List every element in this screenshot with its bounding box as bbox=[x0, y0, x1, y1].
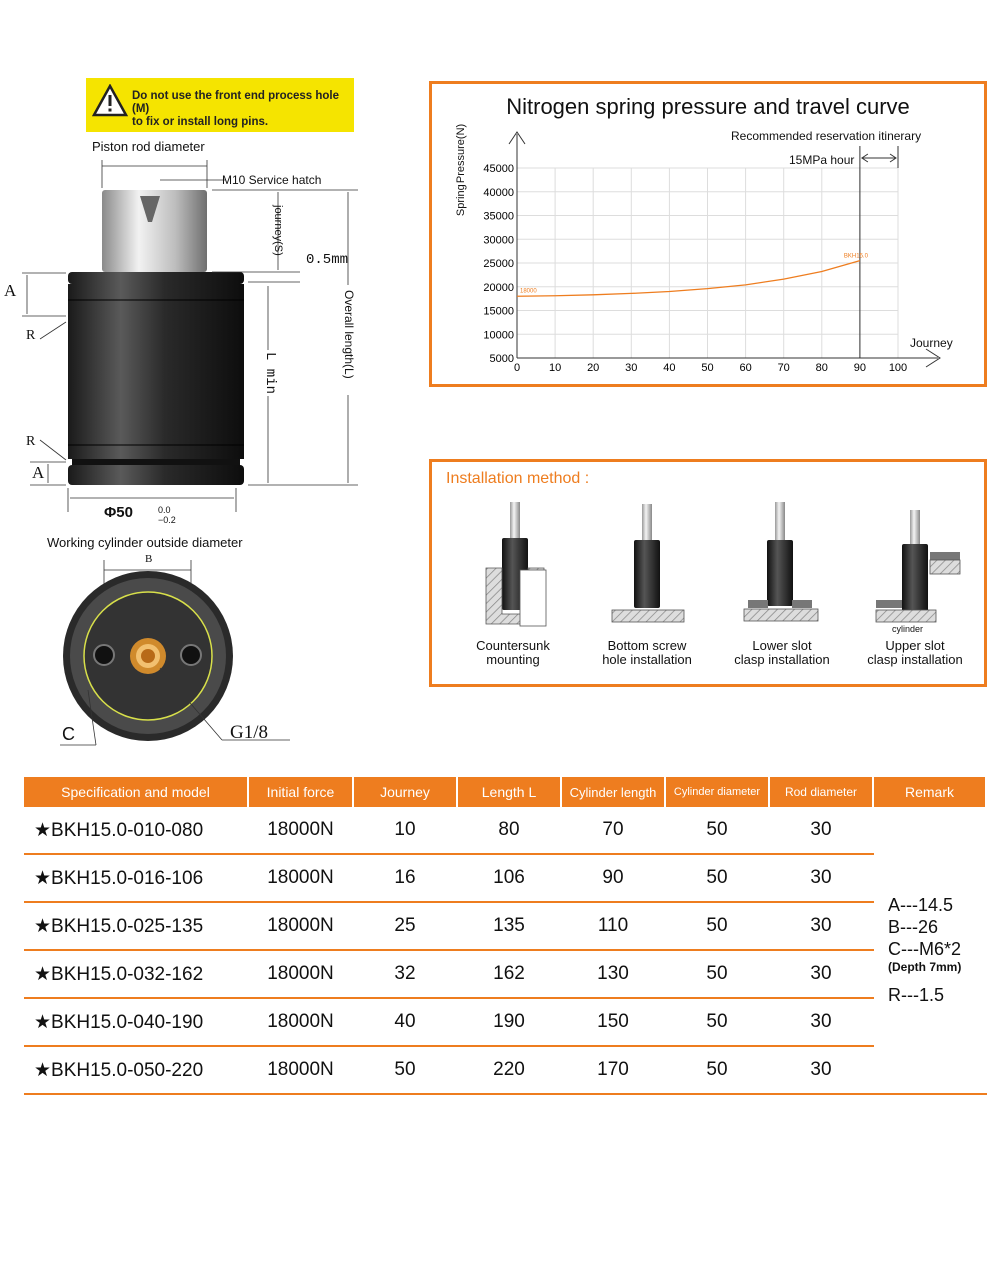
cell-journey: 40 bbox=[353, 998, 457, 1046]
bottom-screw-illustration bbox=[612, 504, 684, 622]
cell-cylinder-length: 110 bbox=[561, 902, 665, 950]
header-initial-force: Initial force bbox=[248, 777, 353, 807]
cell-journey: 50 bbox=[353, 1046, 457, 1094]
cell-model: ★BKH15.0-032-162 bbox=[24, 950, 248, 998]
y-tick-label: 25000 bbox=[483, 258, 514, 270]
chart-ylabel-line1: Spring bbox=[455, 184, 467, 217]
cell-length: 190 bbox=[457, 998, 561, 1046]
cell-cylinder-diameter: 50 bbox=[665, 998, 769, 1046]
install-caption-3 bbox=[717, 639, 847, 667]
x-tick-label: 50 bbox=[701, 362, 714, 374]
r-bottom-label: R bbox=[26, 434, 36, 449]
cell-model: ★BKH15.0-010-080 bbox=[24, 807, 248, 854]
x-tick-label: 0 bbox=[513, 362, 521, 374]
y-tick-label: 30000 bbox=[483, 234, 514, 247]
series-start-label: 18000 bbox=[520, 288, 537, 295]
journey-s-label: journey(S) bbox=[272, 205, 284, 256]
header-rod-diameter: Rod diameter bbox=[769, 777, 873, 807]
cell-rod-diameter: 30 bbox=[769, 902, 873, 950]
install-caption-4 bbox=[850, 639, 980, 667]
cell-journey: 32 bbox=[353, 950, 457, 998]
y-tick-label: 40000 bbox=[483, 186, 514, 199]
header-length: Length L bbox=[457, 777, 561, 807]
x-tick-label: 10 bbox=[548, 362, 562, 374]
cell-cylinder-diameter: 50 bbox=[665, 1046, 769, 1094]
cell-cylinder-length: 70 bbox=[561, 807, 665, 854]
cell-force: 18000N bbox=[248, 807, 353, 854]
warning-line-1: Do not use the front end process hole (M) bbox=[132, 90, 340, 115]
cell-cylinder-length: 170 bbox=[561, 1046, 665, 1094]
diameter-label: Φ50 bbox=[104, 504, 133, 521]
warning-triangle-icon bbox=[92, 84, 128, 118]
y-tick-label: 15000 bbox=[483, 305, 514, 318]
cell-length: 135 bbox=[457, 902, 561, 950]
warning-line-2: to fix or install long pins. bbox=[132, 116, 269, 128]
table-row bbox=[24, 807, 986, 854]
cell-cylinder-diameter: 50 bbox=[665, 807, 769, 854]
countersunk-illustration bbox=[486, 502, 546, 626]
header-cylinder-length: Cylinder length bbox=[561, 777, 665, 807]
service-hatch-label: M10 Service hatch bbox=[222, 173, 322, 187]
install-caption-2-line2: hole installation bbox=[602, 652, 692, 667]
chart-annotation-reservation: Recommended reservation itinerary bbox=[731, 129, 922, 143]
y-tick-label: 5000 bbox=[489, 353, 514, 365]
x-tick-label: 70 bbox=[777, 362, 790, 374]
cell-cylinder-diameter: 50 bbox=[665, 950, 769, 998]
install-caption-4-line2: clasp installation bbox=[867, 652, 963, 667]
install-caption-1-line1: Countersunk bbox=[476, 638, 550, 653]
table-row bbox=[24, 998, 986, 1046]
cell-length: 162 bbox=[457, 950, 561, 998]
c-label: C bbox=[62, 724, 75, 744]
cell-rod-diameter: 30 bbox=[769, 998, 873, 1046]
cell-model: ★BKH15.0-025-135 bbox=[24, 902, 248, 950]
remark-depth: (Depth 7mm) bbox=[888, 960, 962, 974]
cell-model: ★BKH15.0-016-106 bbox=[24, 854, 248, 902]
chart-ylabel bbox=[456, 124, 467, 216]
header-remark: Remark bbox=[873, 777, 986, 807]
table-row bbox=[24, 902, 986, 950]
tolerance-upper: 0.0 bbox=[158, 505, 171, 515]
install-caption-3-line2: clasp installation bbox=[734, 652, 830, 667]
cell-rod-diameter: 30 bbox=[769, 950, 873, 998]
installation-panel bbox=[429, 459, 987, 687]
y-tick-label: 10000 bbox=[483, 329, 514, 342]
a-top-label: A bbox=[4, 281, 17, 300]
cell-journey: 16 bbox=[353, 854, 457, 902]
x-tick-label: 40 bbox=[663, 362, 676, 374]
tolerance-lower: −0.2 bbox=[158, 515, 176, 525]
cell-cylinder-length: 150 bbox=[561, 998, 665, 1046]
cell-length: 220 bbox=[457, 1046, 561, 1094]
table-row bbox=[24, 950, 986, 998]
tolerance bbox=[158, 505, 176, 525]
x-tick-label: 60 bbox=[739, 362, 752, 374]
l-min-label: L min bbox=[262, 352, 278, 395]
install-caption-1 bbox=[448, 639, 578, 667]
install-caption-2-line1: Bottom screw bbox=[607, 638, 687, 653]
install-caption-2 bbox=[582, 639, 712, 667]
header-model: Specification and model bbox=[24, 777, 248, 807]
cell-rod-diameter: 30 bbox=[769, 854, 873, 902]
cell-force: 18000N bbox=[248, 1046, 353, 1094]
a-bottom-label: A bbox=[32, 463, 45, 482]
g18-label: G1/8 bbox=[230, 722, 268, 743]
piston-rod-diameter-label: Piston rod diameter bbox=[92, 139, 205, 154]
warning-banner bbox=[86, 78, 354, 132]
chart-ylabel-line2: Pressure(N) bbox=[455, 124, 467, 184]
working-cylinder-label: Working cylinder outside diameter bbox=[47, 535, 243, 550]
y-tick-label: 35000 bbox=[483, 210, 514, 223]
cell-length: 80 bbox=[457, 807, 561, 854]
spec-table bbox=[24, 777, 987, 1095]
install-caption-4-line1: Upper slot bbox=[885, 638, 945, 653]
cell-cylinder-diameter: 50 bbox=[665, 902, 769, 950]
x-tick-label: 90 bbox=[853, 362, 867, 374]
installation-title: Installation method : bbox=[446, 470, 590, 487]
cell-journey: 25 bbox=[353, 902, 457, 950]
table-row bbox=[24, 854, 986, 902]
header-cylinder-diameter: Cylinder diameter bbox=[665, 777, 769, 807]
cell-length: 106 bbox=[457, 854, 561, 902]
remark-b: B---26 bbox=[888, 917, 939, 937]
cell-force: 18000N bbox=[248, 998, 353, 1046]
gap-label: 0.5mm bbox=[306, 252, 349, 268]
cell-journey: 10 bbox=[353, 807, 457, 854]
x-tick-label: 20 bbox=[587, 362, 600, 374]
lower-slot-illustration bbox=[744, 502, 818, 621]
x-tick-label: 30 bbox=[625, 362, 638, 374]
header-journey: Journey bbox=[353, 777, 457, 807]
series-line bbox=[517, 261, 860, 297]
table-header-row bbox=[24, 777, 986, 807]
cell-rod-diameter: 30 bbox=[769, 807, 873, 854]
remark-r: R---1.5 bbox=[888, 985, 945, 1005]
cell-cylinder-length: 90 bbox=[561, 854, 665, 902]
cell-rod-diameter: 30 bbox=[769, 1046, 873, 1094]
cell-force: 18000N bbox=[248, 854, 353, 902]
b-label: B bbox=[145, 553, 153, 565]
series-name-label: BKH15.0 bbox=[843, 253, 868, 260]
cell-force: 18000N bbox=[248, 902, 353, 950]
x-tick-label: 100 bbox=[888, 362, 908, 374]
remark-c: C---M6*2 bbox=[888, 939, 962, 959]
cell-force: 18000N bbox=[248, 950, 353, 998]
r-top-label: R bbox=[26, 328, 36, 343]
cell-model: ★BKH15.0-050-220 bbox=[24, 1046, 248, 1094]
cell-model: ★BKH15.0-040-190 bbox=[24, 998, 248, 1046]
chart-title: Nitrogen spring pressure and travel curve bbox=[506, 94, 910, 119]
y-tick-label: 45000 bbox=[483, 163, 514, 175]
side-view-drawing bbox=[0, 140, 400, 540]
overall-length-label: Overall length(L) bbox=[342, 290, 356, 379]
chart-xlabel: Journey bbox=[910, 336, 953, 350]
y-tick-label: 20000 bbox=[483, 281, 514, 294]
install-caption-1-line2: mounting bbox=[486, 652, 540, 667]
cell-remark bbox=[873, 807, 986, 1094]
cylinder-note: cylinder bbox=[892, 624, 924, 634]
install-caption-3-line1: Lower slot bbox=[752, 638, 812, 653]
pressure-travel-chart-panel bbox=[429, 81, 987, 387]
cell-cylinder-length: 130 bbox=[561, 950, 665, 998]
upper-slot-illustration bbox=[876, 510, 960, 622]
chart-annotation-hour: 15MPa hour bbox=[789, 153, 855, 167]
table-row bbox=[24, 1046, 986, 1094]
remark-a: A---14.5 bbox=[888, 895, 954, 915]
cell-cylinder-diameter: 50 bbox=[665, 854, 769, 902]
x-tick-label: 80 bbox=[815, 362, 828, 374]
